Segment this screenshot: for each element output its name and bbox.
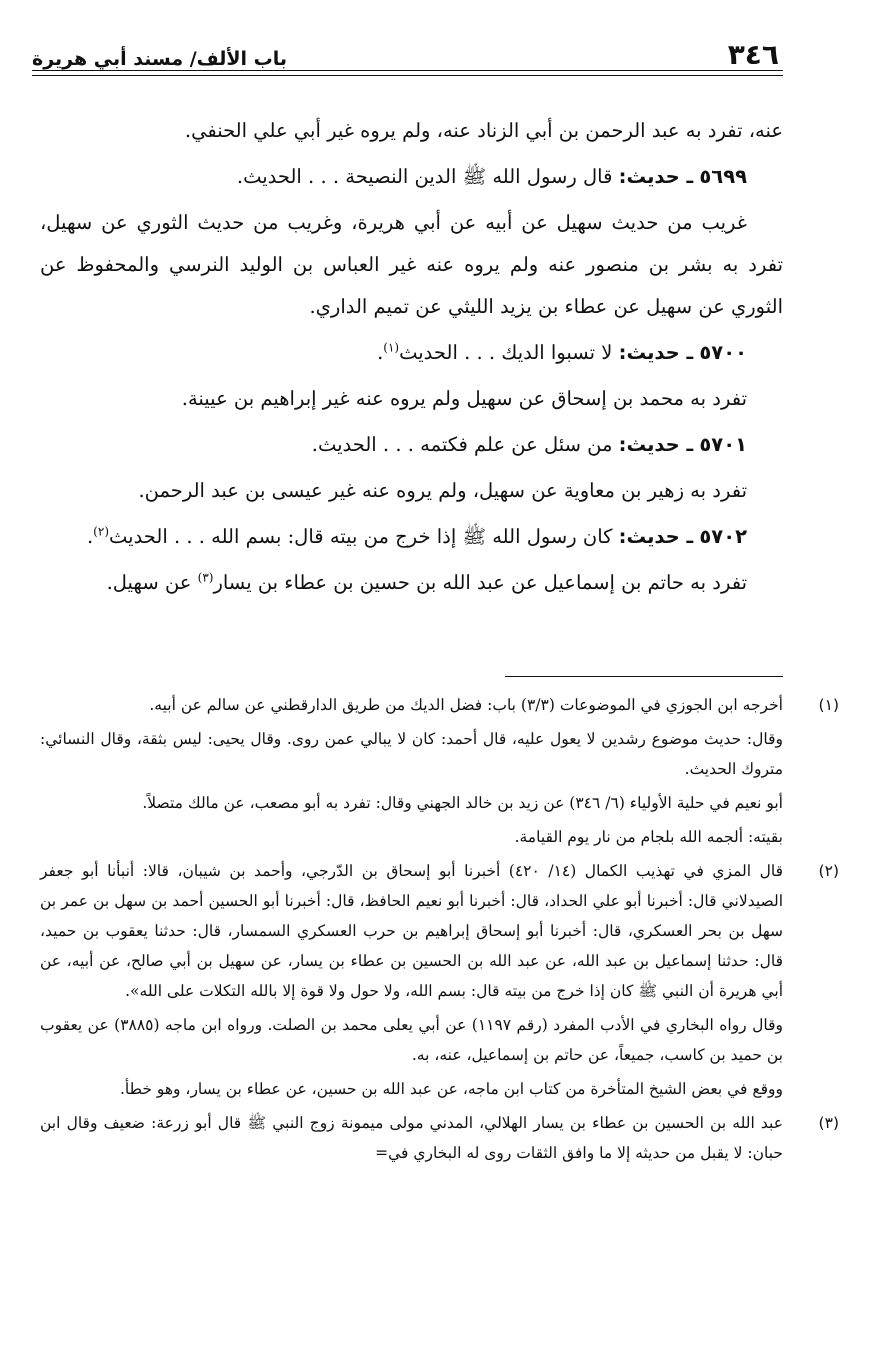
paragraph-text: عن سهيل.: [106, 571, 192, 594]
hadith-end: .: [86, 525, 94, 548]
hadith-text: كان رسول الله ﷺ إذا خرج من بيته قال: بسم الله . . . الحديث: [109, 525, 613, 548]
hadith-5701: [40, 424, 783, 466]
paragraph: غريب من حديث سهيل عن أبيه عن أبي هريرة، وغريب من حديث الثوري عن سهيل، تفرد به بشر بن منصور عنه ولم يروه عنه غير العباس بن الوليد النرسي والمحفوظ عن الثوري عن سهيل عن عطاء بن يزيد الليثي عن تميم الداري.: [40, 211, 783, 318]
footnote-1: [40, 690, 839, 852]
running-header-title: باب الألف/ مسند أبي هريرة: [32, 48, 288, 70]
footnote-ref: (٣): [197, 570, 214, 585]
hadith-end: .: [377, 341, 384, 364]
footnotes: [40, 690, 839, 1172]
footnote-2: [40, 856, 839, 1104]
hadith-label: ـ حديث:: [618, 525, 694, 548]
paragraph: عنه، تفرد به عبد الرحمن بن أبي الزناد عنه، ولم يروه غير أبي علي الحنفي.: [184, 119, 783, 142]
hadith-number: ٥٧٠٠: [699, 341, 747, 364]
hadith-label: ـ حديث:: [618, 165, 694, 188]
footnote-separator: [505, 676, 783, 677]
footnote-ref: (٢): [93, 524, 109, 539]
footnote-text: أبو نعيم في حلية الأولياء (٦/ ٣٤٦) عن زيد بن خالد الجهني وقال: تفرد به أبو مصعب، عن مالك متصلاً.: [142, 794, 783, 812]
page-number: ٣٤٦: [727, 38, 779, 71]
hadith-5702: [40, 516, 783, 558]
hadith-number: ٥٦٩٩: [699, 165, 747, 188]
footnote-text: وقال: حديث موضوع رشدين لا يعول عليه، قال أحمد: كان لا يبالي عمن روى. وقال يحيى: ليس بثقة، وقال النسائي: متروك الحديث.: [40, 730, 783, 778]
footnote-text: عبد الله بن الحسين بن عطاء بن يسار الهلالي، المدني مولى ميمونة زوج النبي ﷺ قال أبو زرعة: ضعيف وقال ابن حبان: لا يقبل من حديثه إلا ما وافق الثقات روى له البخاري في=: [40, 1114, 783, 1162]
hadith-5700: [40, 332, 783, 374]
footnote-marker: (١): [818, 696, 839, 714]
header-rule-thin: [32, 75, 783, 76]
hadith-text: من سئل عن علم فكتمه . . . الحديث.: [311, 433, 613, 456]
hadith-text: لا تسبوا الديك . . . الحديث: [399, 341, 613, 364]
hadith-number: ٥٧٠٢: [699, 525, 747, 548]
footnote-text: وقال رواه البخاري في الأدب المفرد (رقم ١١٩٧) عن أبي يعلى محمد بن الصلت. ورواه ابن ماجه (٣٨٨٥) عن يعقوب بن حميد بن كاسب، جميعاً، عن حاتم بن إسماعيل، عنه، به.: [40, 1016, 783, 1064]
paragraph-text: تفرد به حاتم بن إسماعيل عن عبد الله بن حسين بن عطاء بن يسار: [213, 571, 747, 594]
footnote-3: [40, 1108, 839, 1168]
footnote-ref: (١): [383, 340, 400, 355]
main-text: [40, 110, 783, 608]
paragraph: [40, 562, 783, 604]
hadith-text: قال رسول الله ﷺ الدين النصيحة . . . الحديث.: [236, 165, 613, 188]
footnote-marker: (٣): [818, 1114, 839, 1132]
paragraph: تفرد به زهير بن معاوية عن سهيل، ولم يروه عنه غير عيسى بن عبد الرحمن.: [138, 479, 747, 502]
footnote-marker: (٢): [818, 862, 839, 880]
paragraph: تفرد به محمد بن إسحاق عن سهيل ولم يروه عنه غير إبراهيم بن عيينة.: [181, 387, 747, 410]
hadith-label: ـ حديث:: [618, 433, 694, 456]
hadith-number: ٥٧٠١: [699, 433, 747, 456]
hadith-5699: [40, 156, 783, 198]
header-rule: [32, 70, 783, 71]
footnote-text: بقيته: ألجمه الله بلجام من نار يوم القيامة.: [514, 828, 783, 846]
footnote-text: أخرجه ابن الجوزي في الموضوعات (٣/٣) باب: فضل الديك من طريق الدارقطني عن سالم عن أبيه.: [149, 696, 783, 714]
hadith-label: ـ حديث:: [618, 341, 694, 364]
footnote-text: قال المزي في تهذيب الكمال (١٤/ ٤٢٠) أخبرنا أبو إسحاق بن الدّرجي، وأحمد بن شيبان، قالا: أنبأنا أبو جعفر الصيدلاني قال: أخبرنا أبو علي الحداد، قال: أخبرنا أبو نعيم الحافظ، قال: أخبرنا أبو الحسين أحمد بن سهل بن عمر بن سهل بن بحر العسكري، قال: أخبرنا أبو إسحاق إبراهيم بن حرب العسكري السمسار، قال: حدثنا يعقوب بن حميد، قال: حدثنا إسماعيل بن عبد الله، عن عبد الله بن الحسين بن عطاء بن يسار، عن سهيل بن أبي صالح، عن أبيه، عن أبي هريرة أن النبي ﷺ كان إذا خرج من بيته قال: بسم الله، ولا حول ولا قوة إلا بالله التكلات على الله».: [40, 862, 783, 1000]
footnote-text: ووقع في بعض الشيخ المتأخرة من كتاب ابن ماجه، عن عبد الله بن حسين، عن عطاء بن يسار، وهو خطأ.: [119, 1080, 783, 1098]
